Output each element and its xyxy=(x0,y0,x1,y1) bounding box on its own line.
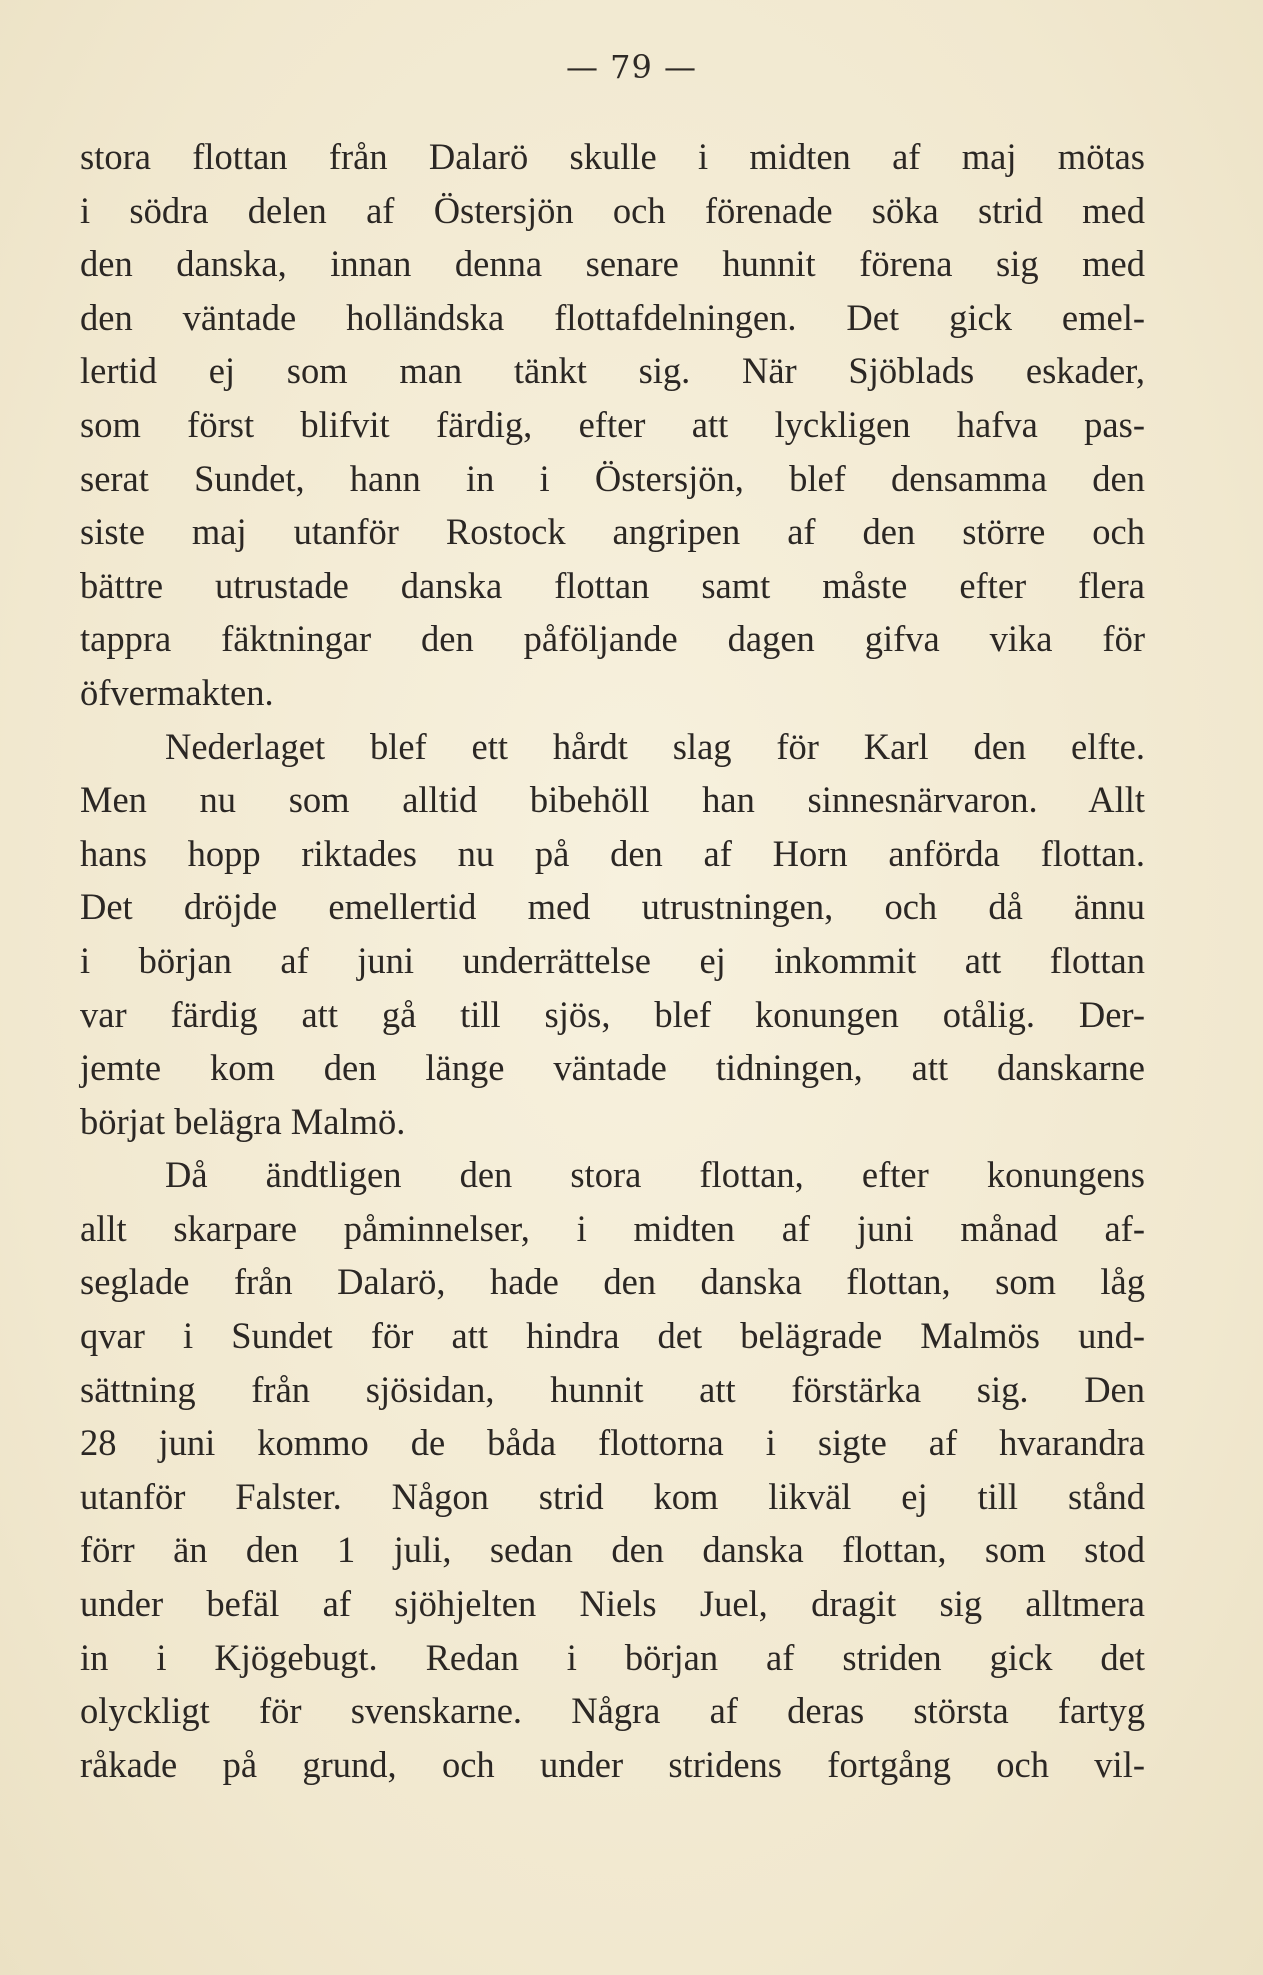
text-line: 28 juni kommo de båda flottorna i sigte af hvarandra xyxy=(80,1422,1145,1464)
text-line: Nederlaget blef ett hårdt slag för Karl den elfte. xyxy=(165,725,1145,767)
text-line: öfvermakten. xyxy=(80,671,274,713)
text-line: Det dröjde emellertid med utrustningen, och då ännu xyxy=(80,886,1145,928)
page-number: — 79 — xyxy=(565,48,698,86)
text-line: Men nu som alltid bibehöll han sinnesnärvaron. Allt xyxy=(80,779,1145,821)
text-line: råkade på grund, och under stridens fortgång och vil- xyxy=(80,1743,1145,1785)
text-line: Då ändtligen den stora flottan, efter konungens xyxy=(165,1154,1145,1196)
text-line: allt skarpare påminnelser, i midten af juni månad af- xyxy=(80,1207,1145,1249)
text-line: hans hopp riktades nu på den af Horn anförda flottan. xyxy=(80,832,1145,874)
text-line: seglade från Dalarö, hade den danska flottan, som låg xyxy=(80,1261,1145,1303)
text-line: lertid ej som man tänkt sig. När Sjöblads eskader, xyxy=(80,350,1145,392)
text-line: under befäl af sjöhjelten Niels Juel, dragit sig alltmera xyxy=(80,1583,1145,1625)
text-line: tappra fäktningar den påföljande dagen gifva vika för xyxy=(80,618,1145,660)
text-line: som först blifvit färdig, efter att lyckligen hafva pas- xyxy=(80,403,1145,445)
text-line: qvar i Sundet för att hindra det belägrade Malmös und- xyxy=(80,1315,1145,1357)
text-line: i södra delen af Östersjön och förenade söka strid med xyxy=(80,189,1145,231)
text-line: den väntade holländska flottafdelningen. Det gick emel- xyxy=(80,296,1145,338)
text-line: förr än den 1 juli, sedan den danska flottan, som stod xyxy=(80,1529,1145,1571)
text-line: den danska, innan denna senare hunnit förena sig med xyxy=(80,243,1145,285)
body-text xyxy=(80,130,1145,1791)
text-line: in i Kjögebugt. Redan i början af striden gick det xyxy=(80,1636,1145,1678)
text-line: jemte kom den länge väntade tidningen, att danskarne xyxy=(80,1047,1145,1089)
text-line: börjat belägra Malmö. xyxy=(80,1100,406,1142)
text-line: utanför Falster. Någon strid kom likväl ej till stånd xyxy=(80,1475,1145,1517)
text-line: stora flottan från Dalarö skulle i midten af maj mötas xyxy=(80,136,1145,177)
text-line: i början af juni underrättelse ej inkommit att flottan xyxy=(80,939,1145,981)
text-line: olyckligt för svenskarne. Några af deras största fartyg xyxy=(80,1690,1145,1732)
text-line: siste maj utanför Rostock angripen af den större och xyxy=(80,511,1145,553)
text-line: var färdig att gå till sjös, blef konungen otålig. Der- xyxy=(80,993,1145,1035)
text-line: serat Sundet, hann in i Östersjön, blef densamma den xyxy=(80,457,1145,499)
text-line: bättre utrustade danska flottan samt måste efter flera xyxy=(80,564,1145,606)
text-line: sättning från sjösidan, hunnit att förstärka sig. Den xyxy=(80,1368,1145,1410)
